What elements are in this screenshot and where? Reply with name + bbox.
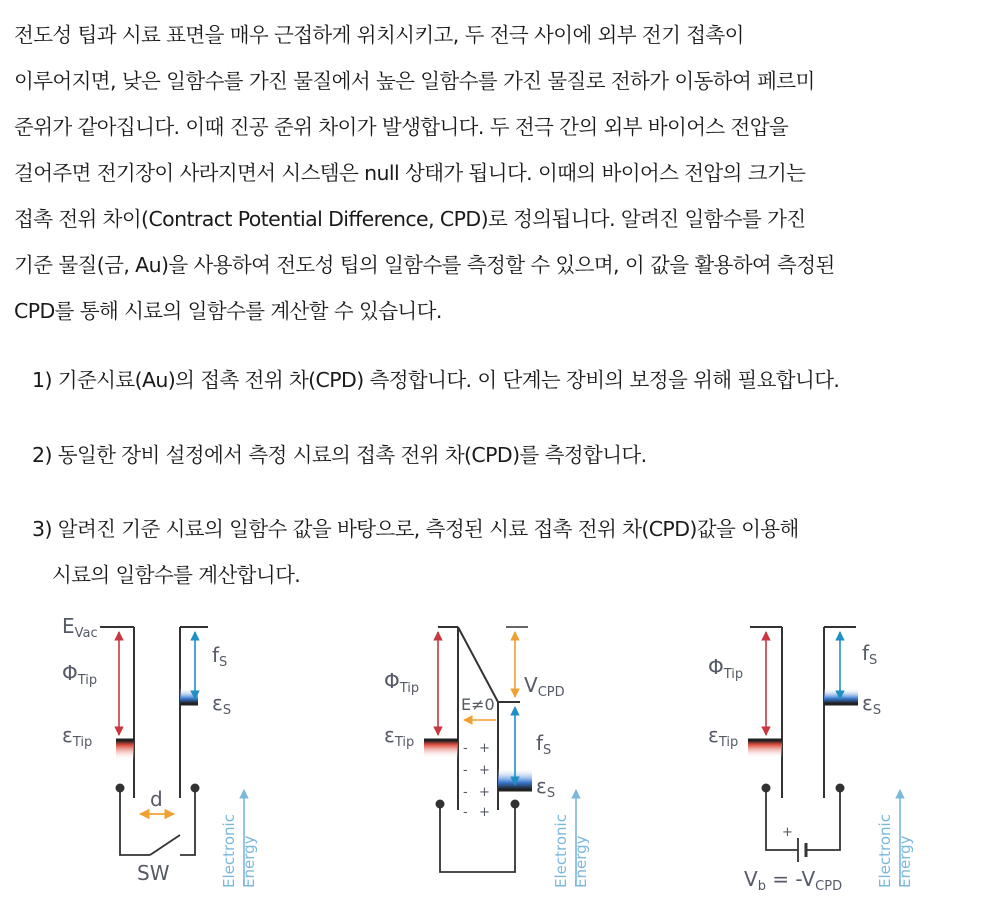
phi-tip-label: $\Phi_{Tip}$ <box>62 661 98 688</box>
eps-tip-label: $\varepsilon_{Tip}$ <box>62 723 93 750</box>
diagram-panel-2 <box>384 627 590 888</box>
e-field-label: E≠0 <box>461 695 495 714</box>
phi-tip-label: $\Phi_{Tip}$ <box>708 655 744 682</box>
axis-label-energy: Energy <box>240 835 258 888</box>
energy-diagram-svg <box>0 600 992 912</box>
sample-fermi-band <box>824 688 858 704</box>
f-s-label: $f_S$ <box>536 731 552 758</box>
paragraph-line: 준위가 같아집니다. 이때 진공 준위 차이가 발생합니다. 두 전극 간의 외부 바이어스 전압을 <box>14 115 789 139</box>
battery-plus-sign: + <box>782 825 793 840</box>
energy-diagrams <box>0 600 992 912</box>
sw-label: SW <box>137 861 170 885</box>
intro-paragraph <box>14 12 984 334</box>
charge-plus: + <box>479 763 490 778</box>
d-label: d <box>150 787 163 811</box>
step-1-text: 1) 기준시료(Au)의 접촉 전위 차(CPD) 측정합니다. 이 단계는 장비의 보정을 위해 필요합니다. <box>32 368 840 392</box>
step-2-text: 2) 동일한 장비 설정에서 측정 시료의 접촉 전위 차(CPD)를 측정합니다. <box>32 443 647 467</box>
eps-s-label: $\varepsilon_S$ <box>862 691 882 718</box>
tip-contact-dot <box>762 784 771 793</box>
v-cpd-label: $V_{CPD}$ <box>524 673 565 700</box>
paragraph-line: 접촉 전위 차이(Contract Potential Difference, CPD)로 정의됩니다. 알려진 일함수를 가진 <box>14 207 806 231</box>
axis-label-electronic: Electronic <box>552 814 570 888</box>
paragraph-line: CPD를 통해 시료의 일함수를 계산할 수 있습니다. <box>14 299 442 323</box>
step-2 <box>32 440 982 470</box>
diagram-panel-3 <box>708 627 914 894</box>
step-3-text-line1: 3) 알려진 기준 시료의 일함수 값을 바탕으로, 측정된 시료 접촉 전위 차(CPD)값을 이용해 <box>32 517 799 541</box>
paragraph-line: 기준 물질(금, Au)을 사용하여 전도성 팁의 일함수를 측정할 수 있으며, 이 값을 활용하여 측정된 <box>14 253 835 277</box>
tip-fermi-band <box>748 740 782 758</box>
axis-label-energy: Energy <box>572 835 590 888</box>
charge-minus: - <box>463 741 468 756</box>
circuit-wire-right <box>806 792 840 850</box>
vb-equation-label: $V_b = -V_{CPD}$ <box>744 867 843 894</box>
paragraph-line: 걸어주면 전기장이 사라지면서 시스템은 null 상태가 됩니다. 이때의 바이어스 전압의 크기는 <box>14 161 806 185</box>
tip-fermi-band <box>424 740 458 758</box>
axis-label-energy: Energy <box>896 835 914 888</box>
tip-contact-dot <box>436 800 445 809</box>
eps-tip-label: $\varepsilon_{Tip}$ <box>384 723 415 750</box>
charge-minus: - <box>463 763 468 778</box>
charge-plus: + <box>479 805 490 820</box>
tip-fermi-band <box>116 740 134 760</box>
circuit-wire-left <box>120 792 150 855</box>
circuit-wire-left <box>766 792 798 850</box>
switch-blade <box>150 835 180 855</box>
f-s-label: $f_S$ <box>862 641 878 668</box>
sample-contact-dot <box>191 784 200 793</box>
axis-label-electronic: Electronic <box>220 814 238 888</box>
diagram-panel-1 <box>62 614 258 888</box>
eps-s-label: $\varepsilon_S$ <box>212 691 232 718</box>
axis-label-electronic: Electronic <box>876 814 894 888</box>
paragraph-line: 이루어지면, 낮은 일함수를 가진 물질에서 높은 일함수를 가진 물질로 전하가 이동하여 페르미 <box>14 69 815 93</box>
e-vac-label: $E_{Vac}$ <box>62 614 98 641</box>
charge-plus: + <box>479 785 490 800</box>
step-3-text-line2: 시료의 일함수를 계산합니다. <box>52 563 301 587</box>
circuit-wire <box>440 808 515 872</box>
step-1 <box>32 365 982 395</box>
paragraph-line: 전도성 팁과 시료 표면을 매우 근접하게 위치시키고, 두 전극 사이에 외부 전기 접촉이 <box>14 23 744 47</box>
phi-tip-label: $\Phi_{Tip}$ <box>384 669 420 696</box>
sample-contact-dot <box>836 784 845 793</box>
circuit-wire-right <box>180 792 195 855</box>
eps-tip-label: $\varepsilon_{Tip}$ <box>708 723 739 750</box>
sample-contact-dot <box>511 800 520 809</box>
eps-s-label: $\varepsilon_S$ <box>536 774 556 801</box>
f-s-label: $f_S$ <box>212 643 228 670</box>
charge-minus: - <box>463 805 468 820</box>
charge-minus: - <box>463 785 468 800</box>
step-3 <box>32 514 982 590</box>
charge-plus: + <box>479 741 490 756</box>
vacuum-slope <box>458 627 498 702</box>
tip-contact-dot <box>116 784 125 793</box>
